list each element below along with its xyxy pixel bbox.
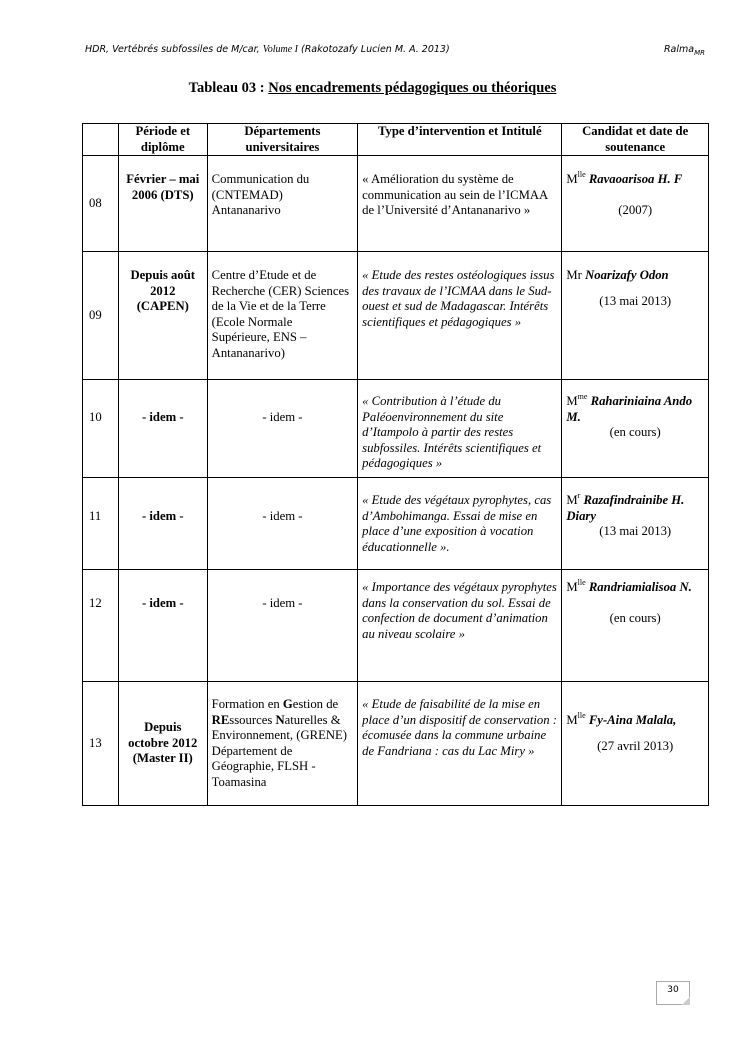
- row-intervention: « Contribution à l’étude du Paléoenvironnement du site d’Itampolo à partir des restes subfossiles. Intérêts scientifiques et pédagogiques »: [358, 380, 562, 478]
- header-cell-department: Départements universitaires: [207, 124, 358, 156]
- candidate-title: M: [566, 394, 578, 408]
- row-period: Depuis août 2012 (CAPEN): [118, 252, 207, 380]
- row-department: - idem -: [207, 478, 358, 570]
- supervision-table: [82, 123, 709, 806]
- department-initial-n: N: [275, 712, 285, 727]
- row-number: 12: [83, 570, 119, 682]
- header-cell-num: [83, 124, 119, 156]
- header-cell-period: Période et diplôme: [118, 124, 207, 156]
- row-number: 13: [83, 682, 119, 806]
- candidate-title: Mr: [566, 268, 582, 282]
- running-header: [85, 44, 705, 55]
- candidate-title-sup: lle: [577, 170, 586, 179]
- row-candidate: [562, 570, 709, 682]
- table-row: [83, 156, 709, 252]
- row-candidate: [562, 156, 709, 252]
- department-text-a: Formation en: [211, 697, 283, 711]
- row-number: 10: [83, 380, 119, 478]
- candidate-name: Rahariniaina Ando M.: [566, 394, 693, 424]
- row-period: - idem -: [118, 478, 207, 570]
- header-left-a: HDR, Vertébrés subfossiles de M/car,: [85, 44, 260, 55]
- defense-date: (13 mai 2013): [599, 524, 672, 538]
- department-text-d: aturelles & Environnement, (GRENE) Département de Géographie, FLSH - Toamasina: [211, 712, 347, 789]
- row-intervention: « Etude des végétaux pyrophytes, cas d’Ambohimanga. Essai de mise en place d’une exposition à vocation éducationnelle ».: [358, 478, 562, 570]
- candidate-title: M: [566, 493, 578, 507]
- row-number: 09: [83, 252, 119, 380]
- row-candidate: [562, 682, 709, 806]
- candidate-title: M: [566, 713, 578, 727]
- table-title-text: Nos encadrements pédagogiques ou théoriques: [268, 80, 557, 96]
- row-intervention: « Amélioration du système de communication au sein de l’ICMAA de l’Université d’Antananarivo »: [358, 156, 562, 252]
- candidate-name: Noarizafy Odon: [585, 268, 669, 282]
- header-cell-intervention: Type d’intervention et Intitulé: [358, 124, 562, 156]
- row-department: - idem -: [207, 570, 358, 682]
- row-period: Février – mai 2006 (DTS): [118, 156, 207, 252]
- candidate-name: Randriamialisoa N.: [588, 580, 692, 594]
- row-number: 08: [83, 156, 119, 252]
- table-row: [83, 682, 709, 806]
- row-candidate: [562, 252, 709, 380]
- defense-date: (en cours): [609, 425, 661, 439]
- table-row: [83, 380, 709, 478]
- candidate-title: M: [566, 172, 578, 186]
- candidate-title-sup: lle: [577, 578, 586, 587]
- row-candidate: [562, 380, 709, 478]
- table-title: [0, 80, 745, 97]
- candidate-name: Fy-Aina Malala,: [588, 713, 677, 727]
- candidate-title-sup: me: [577, 392, 588, 401]
- defense-date: (en cours): [609, 610, 661, 625]
- row-intervention: « Etude des restes ostéologiques issus des travaux de l’ICMAA dans le Sud-ouest et sud de Madagascar. Intérêts scientifiques et pédagogiques »: [358, 252, 562, 380]
- candidate-name: Ravaoarisoa H. F: [588, 172, 683, 186]
- row-intervention: « Etude de faisabilité de la mise en place d’un dispositif de conservation : écomusée dans la commune urbaine de Fandriana : cas du Lac Miry »: [358, 682, 562, 806]
- row-number: 11: [83, 478, 119, 570]
- header-cell-candidate: Candidat et date de soutenance: [562, 124, 709, 156]
- header-right-sub: MR: [694, 48, 705, 57]
- page-number: 30: [656, 981, 690, 1005]
- row-department: - idem -: [207, 380, 358, 478]
- department-initial-re: RE: [211, 712, 230, 727]
- defense-date: (2007): [618, 202, 653, 217]
- table-header-row: [83, 124, 709, 156]
- department-initial-g: G: [282, 697, 293, 711]
- department-text-c: ssources: [229, 712, 276, 727]
- candidate-title: M: [566, 580, 578, 594]
- row-period: - idem -: [118, 380, 207, 478]
- row-department: Centre d’Etude et de Recherche (CER) Sciences de la Vie et de la Terre (Ecole Normale Supérieure, ENS – Antananarivo): [207, 252, 358, 380]
- table-row: [83, 478, 709, 570]
- header-right: [664, 44, 705, 57]
- candidate-title-sup: lle: [577, 711, 586, 720]
- header-right-text: Ralma: [663, 44, 695, 55]
- row-period: Depuis octobre 2012 (Master II): [118, 682, 207, 806]
- header-left-b: (Rakotozafy Lucien M. A. 2013): [301, 44, 450, 55]
- row-candidate: [562, 478, 709, 570]
- row-department: [207, 682, 358, 806]
- defense-date: (13 mai 2013): [599, 293, 672, 308]
- row-period: - idem -: [118, 570, 207, 682]
- table-title-prefix: Tableau 03 :: [188, 80, 265, 96]
- department-text-b: estion de: [292, 697, 339, 711]
- candidate-title-sup: r: [577, 491, 581, 500]
- header-volume: Volume I: [262, 44, 298, 55]
- candidate-name: Razafindrainibe H. Diary: [566, 493, 685, 523]
- table-row: [83, 252, 709, 380]
- table-row: [83, 570, 709, 682]
- defense-date: (27 avril 2013): [597, 738, 674, 753]
- row-department: Communication du (CNTEMAD) Antananarivo: [207, 156, 358, 252]
- row-intervention: « Importance des végétaux pyrophytes dans la conservation du sol. Essai de confection de document d’animation au niveau scolaire »: [358, 570, 562, 682]
